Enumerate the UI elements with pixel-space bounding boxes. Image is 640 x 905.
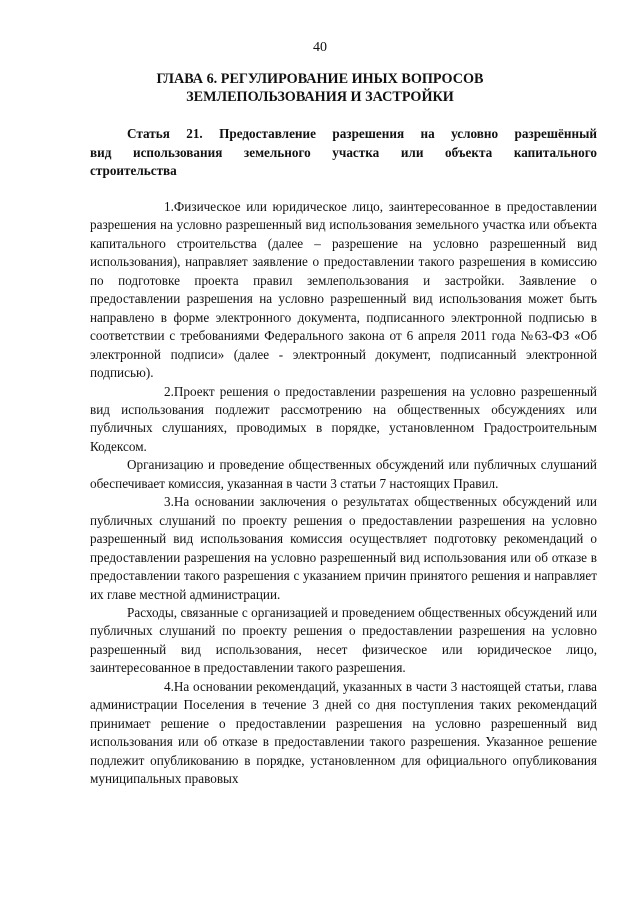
paragraph-text: Физическое или юридическое лицо, заинтересованное в предоставлении разрешения на условно разрешенный вид использования земельного участка или объекта капитального строительства (далее – разрешение на условно разрешенный вид использования), направляет заявление о предоставлении такого разрешения в комиссию по подготовке проекта правил землепользования и застройки. Заявление о предоставлении разрешения на условно разрешенный вид использования может быть направлено в форме электронного документа, подписанного электронной подписью в соответствии с требованиями Федерального закона от 6 апреля 2011 года №63-ФЗ «Об электронной подписи» (далее - электронный документ, подписанный электронной подписью). xyxy=(90,199,597,381)
paragraph-text: Расходы, связанные с организацией и проведением общественных обсуждений или публичных слушаний по проекту решения о предоставлении разрешения на условно разрешенный вид использования, несет физическое или юридическое лицо, заинтересованное в предоставлении такого разрешения. xyxy=(90,604,597,676)
paragraph xyxy=(90,678,597,789)
chapter-heading-line-1: ГЛАВА 6. РЕГУЛИРОВАНИЕ ИНЫХ ВОПРОСОВ xyxy=(156,71,484,87)
page-number: 40 xyxy=(313,40,327,55)
chapter-heading-line-2: ЗЕМЛЕПОЛЬЗОВАНИЯ И ЗАСТРОЙКИ xyxy=(186,89,454,105)
paragraph-text: Проект решения о предоставлении разрешения на условно разрешенный вид использования подлежит рассмотрению на общественных обсуждениях или публичных слушаниях, проводимых в порядке, установленном Градостроительным Кодексом. xyxy=(90,383,597,454)
paragraph-number: 4. xyxy=(164,678,174,694)
paragraph xyxy=(90,383,597,457)
article-heading-line-1: Статья 21. Предоставление разрешения на условно разрешённый xyxy=(127,126,597,141)
paragraph-text: На основании заключения о результатах общественных обсуждений или публичных слушаний по проекту решения о предоставлении разрешения на условно разрешенный вид использования комиссия осуществляет подготовку рекомендаций о предоставлении разрешения на условно разрешенный вид использования или об отказе в предоставлении такого разрешения с указанием причин принятого решения и направляет их главе местной администрации. xyxy=(90,494,597,602)
article-heading-line-2: вид использования земельного участка или объекта капитального xyxy=(90,144,597,160)
article-body xyxy=(90,198,597,789)
paragraph-text: На основании рекомендаций, указанных в части 3 настоящей статьи, глава администрации Поселения в течение 3 дней со дня поступления таких рекомендаций принимает решение о предоставлении разрешения на условно разрешенный вид использования или об отказе в предоставлении такого разрешения. Указанное решение подлежит опубликованию в порядке, установленном для официального опубликования муниципальных правовых xyxy=(90,678,597,787)
paragraph-text: Организацию и проведение общественных обсуждений или публичных слушаний обеспечивает комиссия, указанная в части 3 статьи 7 настоящих Правил. xyxy=(90,457,597,491)
paragraph-number: 1. xyxy=(164,199,174,214)
paragraph-number: 2. xyxy=(164,383,174,399)
article-heading-line-3: строительства xyxy=(90,163,177,178)
paragraph xyxy=(90,456,597,493)
paragraph xyxy=(90,493,597,604)
chapter-heading xyxy=(90,70,550,106)
paragraph-number: 3. xyxy=(164,494,174,510)
article-heading xyxy=(90,125,597,181)
paragraph xyxy=(90,604,597,678)
paragraph xyxy=(90,198,597,383)
